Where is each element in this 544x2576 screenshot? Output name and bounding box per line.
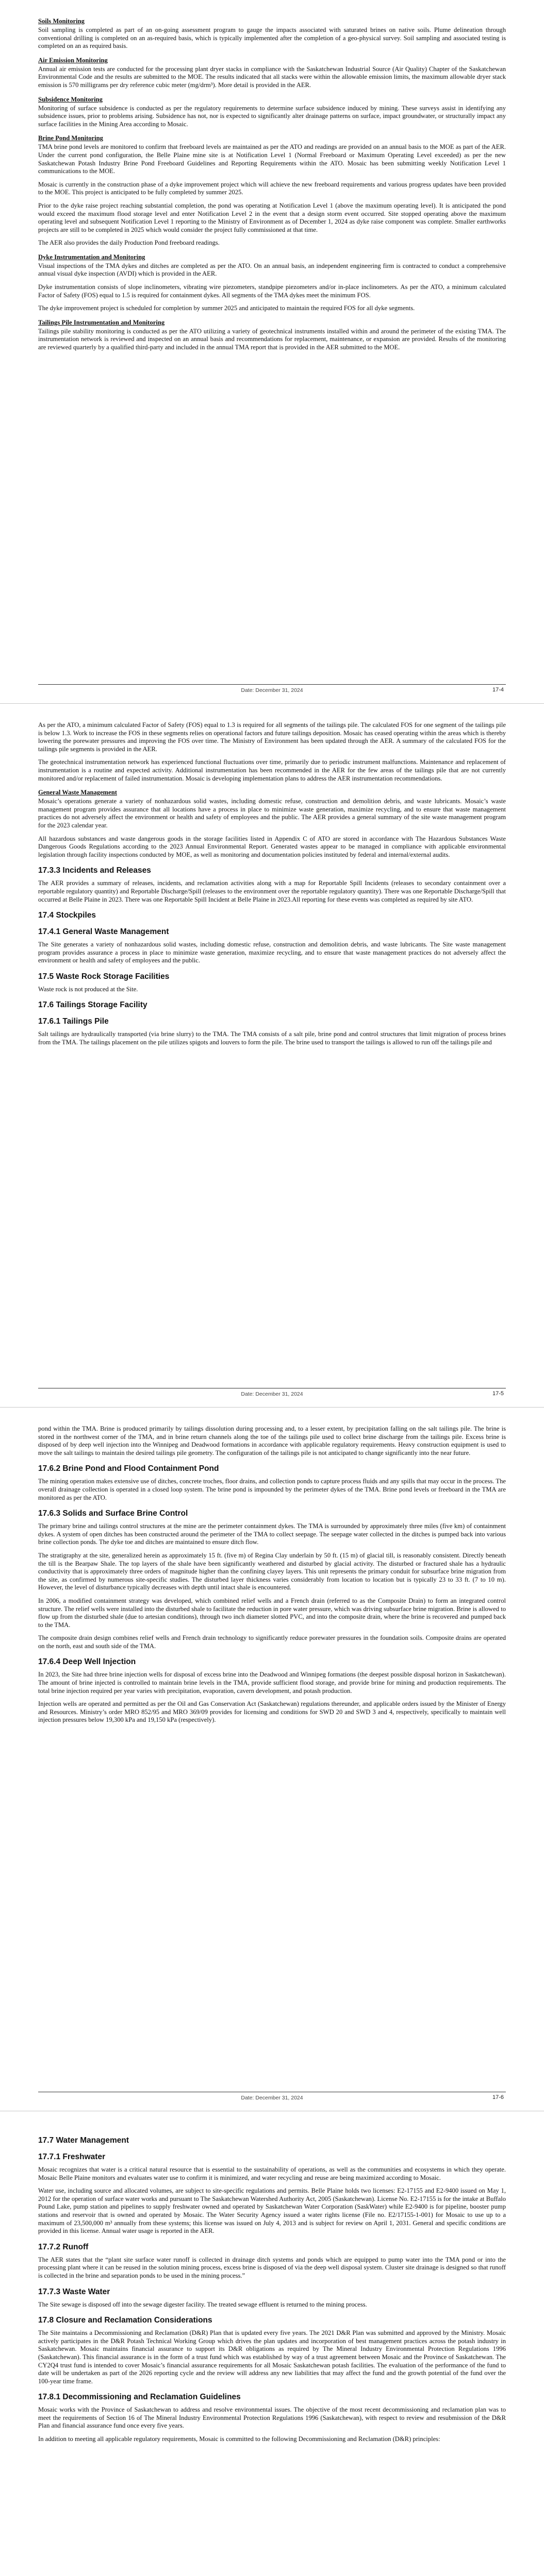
- section-heading: 17.3.3 Incidents and Releases: [38, 866, 151, 875]
- footer-date: Date: December 31, 2024: [241, 2095, 303, 2101]
- body-paragraph: Mosaic is currently in the construction phase of a dyke improvement project which will achieve the new freeboard requirements and various progress updates have been provided to the MOE. This project is anticipated to be fully completed by summer 2025.: [38, 180, 506, 196]
- section-heading: 17.7.2 Runoff: [38, 2242, 89, 2251]
- body-paragraph: Mosaic’s operations generate a variety of nonhazardous solid wastes, including domestic refuse, construction and demolition debris, and waste lubricants. Mosaic’s waste management program provides assurance that all locations have a process in place to minimize waste generation, maximize recycling, and to ensure that waste management practices do not adversely affect the environment or health and safety of employees and the public. The AER provides a general summary of the site waste management program for the 2023 calendar year.: [38, 798, 506, 829]
- body-paragraph: The dyke improvement project is scheduled for completion by summer 2025 and anticipated to maintain the required FOS for all dyke segments.: [38, 304, 415, 312]
- body-paragraph: Visual inspections of the TMA dykes and ditches are completed as per the ATO. On an annual basis, an independent engineering firm is contracted to conduct a comprehensive annual visual dyke inspection (AVDI) which is provided in the AER.: [38, 262, 506, 278]
- body-paragraph: Mosaic recognizes that water is a critical natural resource that is essential to the sustainability of operations, as well as the communities and ecosystems in which they operate. Mosaic Belle Plaine monitors and evaluates water use to confirm it is minimized, and water recycling and reuse are being maximized according to Mosaic.: [38, 2166, 506, 2181]
- section-heading: 17.8.1 Decommissioning and Reclamation Guidelines: [38, 2393, 241, 2402]
- body-paragraph: Monitoring of surface subsidence is conducted as per the regulatory requirements to determine surface subsidence induced by mining. These surveys assist in identifying any subsidence issues, prior to problems arising. Subsidence has not, nor is expected to significantly alter drainage patterns on surface, impact groundwater, or structurally impact any surface facilities in the Mining Area according to Mosaic.: [38, 104, 506, 128]
- page-footer: [38, 2092, 506, 2105]
- page-content: [38, 18, 506, 357]
- subsection-heading: General Waste Management: [38, 789, 117, 796]
- body-paragraph: The AER provides a summary of releases, incidents, and reclamation activities along with a map for Reportable Spill Incidents (releases to secondary containment over a reportable regulatory quantity) and Reportable Discharge/Spill (releases to the environment over the reportable regulatory quantity). There was one Reportable Discharge/Spill that occurred at Belle Plaine in 2023. There was one Reportable Spill Incident at Belle Plaine in 2023.All reporting for these events was completed as required by site ATO.: [38, 879, 506, 903]
- body-paragraph: In 2006, a modified containment strategy was developed, which combined relief wells and a French drain (referred to as the Composite Drain) to form an integrated control structure. The relief wells were installed into the disturbed shale to facilitate the reduction in pore water pressure, which was driving subsurface brine migration. Brine is allowed to flow up from the disturbed shale (due to artesian conditions), through two inch diameter slotted PVC, and into the composite drain, where the brine is recovered and pumped back to the TMA.: [38, 1597, 506, 1629]
- body-paragraph: The AER states that the “plant site surface water runoff is collected in drainage ditch systems and ponds which are equipped to pump water into the TMA pond or into the processing plant where it can be reused in the solution mining process, excess brine is disposed of via the deep well disposal system. Cluster site drainage is designed so that runoff is collected in the brine and separation ponds to be used in the mining process.”: [38, 2256, 506, 2279]
- section-heading: 17.6.1 Tailings Pile: [38, 1017, 109, 1026]
- subsection-heading: Soils Monitoring: [38, 18, 85, 25]
- page-content: [38, 721, 506, 1052]
- body-paragraph: As per the ATO, a minimum calculated Factor of Safety (FOS) equal to 1.3 is required for all segments of the tailings pile. The calculated FOS for one segment of the tailings pile is below 1.3. Work to increase the FOS in these segments relies on operational factors and future tailings deposition. Mosaic has ceased operating within the areas which is thereby lowering the porewater pressures and improving the FOS over time. The Ministry of Environment has been updated through the AER. A summary of the calculated FOS for the tailings pile segments is provided in the AER.: [38, 721, 506, 753]
- body-paragraph: pond within the TMA. Brine is produced primarily by tailings dissolution during processing and, to a lesser extent, by precipitation falling on the salt tailings pile. The brine is stored in the northwest corner of the TMA, and in brine return channels along the toe of the tailings pile used to collect brine discharge from the tailings pile. Excess brine is disposed of by deep well injection into the Winnipeg and Deadwood formations in accordance with applicable regulatory requirements. Heavy construction equipment is used to move the salt tailings to maintain the desired tailings pile geometry. The configuration of the tailings pile is not anticipated to change significantly into the near future.: [38, 1425, 506, 1456]
- subsection-heading: Dyke Instrumentation and Monitoring: [38, 253, 145, 261]
- body-paragraph: Water use, including source and allocated volumes, are subject to site-specific regulations and permits. Belle Plaine holds two licenses: E2-17155 and E2-9400 issued on May 1, 2012 for the operation of surface water works and pursuant to The Saskatchewan Watershed Authority Act, 2005 (Saskatchewan). License No. E2-17155 is for the intake at Buffalo Pound Lake, pump station and pipelines to supply freshwater owned and operated by Saskatchewan Water Corporation (SaskWater) while E2-9400 is for pipeline, booster pump stations and reservoir that is owned and operated by Mosaic. The Water Security Agency issued a water rights license (File no. E2/17155-1-001) for Mosaic to use up to a maximum of 23,500,000 m³ annually from these systems; this license was issued on July 4, 2013 and is subject for review on April 1, 2031. General and specific conditions are provided in this license. Annual water usage is reported in the AER.: [38, 2187, 506, 2235]
- subsection-heading: Tailings Pile Instrumentation and Monitoring: [38, 318, 165, 326]
- section-heading: 17.7.1 Freshwater: [38, 2153, 106, 2161]
- body-paragraph: The stratigraphy at the site, generalized herein as approximately 15 ft. (five m) of Regina Clay underlain by 50 ft. (15 m) of glacial till, is reasonably consistent. Directly beneath the till is the Bearpaw Shale. The top layers of the shale have been significantly weathered and disturbed by glacial activity. The disturbed or fractured shale has a hydraulic conductivity that is approximately three orders of magnitude higher than the confining clayey layers. This unit represents the primary conduit for subsurface brine migration from the site, as confirmed by numerous site-specific studies. The disturbed layer thickness varies considerably from location to location but is typically 23 to 33 ft. (7 to 10 m). However, the level of disturbance typically decreases with depth until intact shale is encountered.: [38, 1551, 506, 1591]
- body-paragraph: The Site generates a variety of nonhazardous solid wastes, including domestic refuse, construction and demolition debris, and waste lubricants. The Site waste management program provides assurance a process in place to minimize waste generation, maximize recycling, and to ensure that waste management practices do not adversely affect the environment or health and safety of employees and the public.: [38, 941, 506, 964]
- section-heading: 17.8 Closure and Reclamation Considerations: [38, 2316, 212, 2325]
- body-paragraph: The AER also provides the daily Production Pond freeboard readings.: [38, 239, 220, 247]
- footer-date: Date: December 31, 2024: [241, 1391, 303, 1397]
- section-heading: 17.5 Waste Rock Storage Facilities: [38, 972, 170, 981]
- body-paragraph: The primary brine and tailings control structures at the mine are the perimeter containment dykes. The TMA is surrounded by approximately three miles (five km) of containment dykes. A system of open ditches has been constructed around the perimeter of the TMA to collect seepage. The seepage water collected in the ditches is pumped back into various brine collection ponds. The dyke toe and ditches are maintained to ensure ditch flow.: [38, 1522, 506, 1546]
- body-paragraph: In 2023, the Site had three brine injection wells for disposal of excess brine into the Deadwood and Winnipeg formations (the deepest possible disposal horizon in Saskatchewan). The amount of brine injected is controlled to maintain brine levels in the TMA, provide sufficient flood storage, and provide brine for mining and production requirements. The total brine injection required per year varies with precipitation, evaporation, cavern development, and potash production.: [38, 1671, 506, 1694]
- body-paragraph: The Site sewage is disposed off into the sewage digester facility. The treated sewage effluent is returned to the mining process.: [38, 2300, 367, 2308]
- footer-date: Date: December 31, 2024: [241, 687, 303, 693]
- section-heading: 17.7.3 Waste Water: [38, 2287, 110, 2296]
- body-paragraph: The geotechnical instrumentation network has experienced functional fluctuations over time, primarily due to periodic instrument malfunctions. Maintenance and replacement of instrumentation is a routine and expected activity. Additional instrumentation has been recommended in the AER for the few areas of the tailings pile that are not currently monitored and/or replacement of failed instrumentation. Mosaic is developing implementation plans to address the AER instrumentation recommendations.: [38, 758, 506, 782]
- body-paragraph: In addition to meeting all applicable regulatory requirements, Mosaic is committed to the following Decommissioning and Reclamation (D&R) principles:: [38, 2435, 440, 2443]
- body-paragraph: Mosaic works with the Province of Saskatchewan to address and resolve environmental issues. The objective of the most recent decommissioning and reclamation plan was to meet the requirements of Section 16 of The Mineral Industry Environmental Protection Regulations 1996 (Saskatchewan), with respect to review and resubmission of the D&R Plan and financial assurance fund once every five years.: [38, 2406, 506, 2430]
- subsection-heading: Subsidence Monitoring: [38, 95, 103, 103]
- body-paragraph: Waste rock is not produced at the Site.: [38, 985, 138, 993]
- body-paragraph: Dyke instrumentation consists of slope inclinometers, vibrating wire piezometers, standpipe piezometers and/or in-place inclinometers. As per the ATO, a minimum calculated Factor of Safety (FOS) equal to 1.5 is required for containment dykes. All segments of the TMA dykes meet the minimum FOS.: [38, 283, 506, 299]
- body-paragraph: Prior to the dyke raise project reaching substantial completion, the pond was operating at Notification Level 1 (above the maximum operating level). It is anticipated the pond would exceed the maximum flood storage level and enter Notification Level 2 in the event that a design storm event occurred. Site stopped operating above the maximum operating level and subsequent Notification Level 1 reporting to the Ministry of Environment as of December 1, 2024 as dyke raise component was complete. Smaller earthworks projects are still to be completed in 2025 which would consider the project fully commissioned at that time.: [38, 201, 506, 233]
- subsection-heading: Brine Pond Monitoring: [38, 134, 103, 142]
- page-17-4: [0, 0, 544, 703]
- page-footer: [38, 684, 506, 697]
- page-number: 17-6: [492, 2094, 504, 2100]
- section-heading: 17.6.3 Solids and Surface Brine Control: [38, 1509, 188, 1518]
- page-number: 17-4: [492, 687, 504, 693]
- body-paragraph: All hazardous substances and waste dangerous goods in the storage facilities listed in Appendix C of ATO are stored in accordance with The Hazardous Substances Waste Dangerous Goods Regulations according to the 2023 Annual Environmental Report. Generated wastes appear to be managed in compliance with applicable environmental legislation through facility inspections conducted by MOE, as well as monitoring and documentation policies instituted by federal and internal/external audits.: [38, 835, 506, 858]
- section-heading: 17.4 Stockpiles: [38, 911, 96, 920]
- section-heading: 17.6 Tailings Storage Facility: [38, 1001, 147, 1010]
- page-17-7: [0, 2111, 544, 2576]
- body-paragraph: Soil sampling is completed as part of an on-going assessment program to gauge the impacts associated with saturated brines on native soils. Plume delineation through conventional drilling is completed on an as-required basis, which is typically implemented after the completion of a geo-physical survey. Soil sampling and associated testing is completed on an as required basis.: [38, 26, 506, 50]
- body-paragraph: The mining operation makes extensive use of ditches, concrete troches, floor drains, and collection ponds to capture process fluids and any spills that may occur in the process. The overall drainage collection is operated in a closed loop system. The brine pond is impounded by the perimeter dykes of the TMA. Brine pond levels or freeboard in the TMA are monitored as per the ATO.: [38, 1478, 506, 1501]
- body-paragraph: Injection wells are operated and permitted as per the Oil and Gas Conservation Act (Saskatchewan) regulations thereunder, and applicable orders issued by the Minister of Energy and Resources. Ministry’s order MRO 852/95 and MRO 369/09 provides for licensing and conditions for SWD 20 and SWD 3 and 4, respectively, specifically to maintain well injection pressures below 19,300 kPa and 19,150 kPa (respectively).: [38, 1700, 506, 1724]
- page-17-6: [0, 1408, 544, 2111]
- page-footer: [38, 1388, 506, 1401]
- section-heading: 17.7 Water Management: [38, 2136, 129, 2145]
- section-heading: 17.6.2 Brine Pond and Flood Containment Pond: [38, 1464, 219, 1473]
- section-heading: 17.6.4 Deep Well Injection: [38, 1657, 136, 1667]
- subsection-heading: Air Emission Monitoring: [38, 56, 108, 64]
- body-paragraph: TMA brine pond levels are monitored to confirm that freeboard levels are maintained as per the ATO and readings are provided on an annual basis to the MOE as part of the AER. Under the current pond configuration, the Belle Plaine mine site is at Notification Level 1 (Normal Freeboard or Maximum Operating Level exceeded) as per the new Saskatchewan Potash Industry Brine Pond Freeboard Guidelines and Reporting Requirements within the ATO. Mosaic has been submitting weekly Notification Level 1 communications to the MOE.: [38, 143, 506, 175]
- section-heading: 17.4.1 General Waste Management: [38, 927, 169, 937]
- body-paragraph: The Site maintains a Decommissioning and Reclamation (D&R) Plan that is updated every five years. The 2021 D&R Plan was submitted and approved by the Ministry. Mosaic actively participates in the D&R Potash Technical Working Group which drives the plan updates and incorporation of best management practices across the potash industry in Saskatchewan. Mosaic maintains financial assurance to support its D&R obligations as required by The Mineral Industry Environmental Protection Regulations 1996 (Saskatchewan). This financial assurance is in the form of a trust fund which was established by way of a trust agreement between Mosaic and the Province of Saskatchewan. The CY2Q4 trust fund is intended to cover Mosaic’s financial assurance requirements for all Mosaic Saskatchewan potash facilities. The evaluation of the performance of the fund to date will be undertaken as part of the 2026 reporting cycle and the review will address any new liabilities that may affect the fund and the growth potential of the fund over the 100-year time frame.: [38, 2329, 506, 2385]
- page-number: 17-5: [492, 1391, 504, 1397]
- page-17-5: [0, 704, 544, 1407]
- body-paragraph: Tailings pile stability monitoring is conducted as per the ATO utilizing a variety of geotechnical instruments installed within and around the perimeter of the existing TMA. The instrumentation network is reviewed and inspected on an annual basis and recommendations for replacement, maintenance, or expansion are provided. Results of the monitoring are reviewed quarterly by a qualified third-party and included in the annual TMA report that is provided in the AER submitted to the MOE.: [38, 327, 506, 351]
- page-content: [38, 2129, 506, 2449]
- body-paragraph: The composite drain design combines relief wells and French drain technology to significantly reduce porewater pressures in the foundation soils. Composite drains are operated on the north, east and south side of the TMA.: [38, 1634, 506, 1650]
- body-paragraph: Annual air emission tests are conducted for the processing plant dryer stacks in compliance with the Saskatchewan Industrial Source (Air Quality) Chapter of the Saskatchewan Environmental Code and the results are submitted to the MOE. The results indicated that all stacks were within the allowable emission limits, the maximum allowable dryer stack emission is 570 milligrams per dry reference cubic meter (mg/drm³). More detail is provided in the AER.: [38, 65, 506, 89]
- page-content: [38, 1425, 506, 1730]
- body-paragraph: Salt tailings are hydraulically transported (via brine slurry) to the TMA. The TMA consists of a salt pile, brine pond and control structures that limit migration of process brines from the TMA. The tailings placement on the pile utilizes spigots and louvers to form the pile. The brine used to transport the tailings is allowed to run off the tailings pile and: [38, 1030, 506, 1046]
